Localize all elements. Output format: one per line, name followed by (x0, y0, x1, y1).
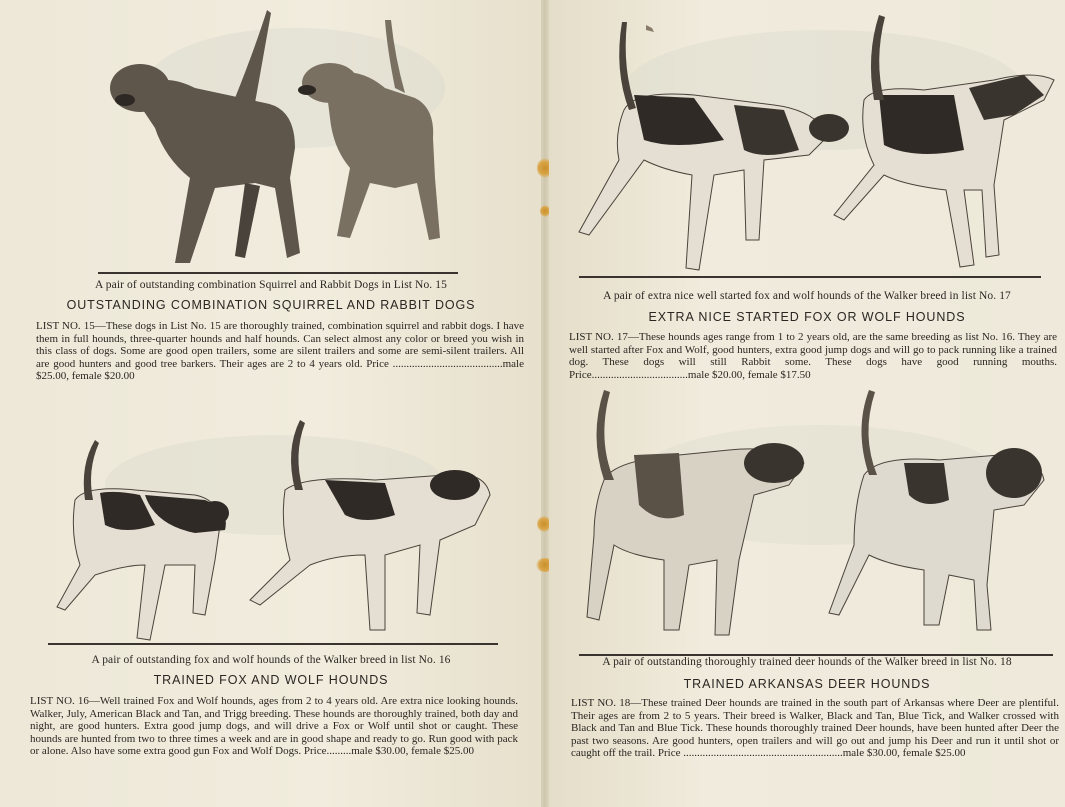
photo-divider (98, 272, 458, 274)
photo-divider (48, 643, 498, 645)
caption-list-15: A pair of outstanding combination Squirrel and Rabbit Dogs in List No. 15 (95, 279, 447, 291)
body-list-16: LIST NO. 16—Well trained Fox and Wolf hounds, ages from 2 to 4 years old. Are extra nice looking hounds. Walker, July, American Black and Tan, and Trigg breeding. These hounds are thoroughly trained, both day and night, are good hunters. Extra good jump dogs, and will drive a Fox or Wolf until shot or caught. These hounds are hunted from two to three times a week and are in good shape and ready to go. Run good with pack or alone. Also have some extra good gun Fox and Wolf Dogs. Price.........male $30.00, female $25.00 (30, 695, 518, 758)
heading-list-15: OUTSTANDING COMBINATION SQUIRREL AND RABBIT DOGS (66, 298, 476, 312)
body-list-15: LIST NO. 15—These dogs in List No. 15 are thoroughly trained, combination squirrel and rabbit dogs. I have them in full hounds, three-quarter hounds and half hounds. Can select almost any color or breed you wish in this class of dogs. Some are good open trailers, some are silent trailers and some are semi-silent trailers. All are good hunters and good tree barkers. Their ages are 2 to 4 years old. Price ........................................male $25.00, female $20.00 (36, 320, 524, 383)
body-list-17: LIST NO. 17—These hounds ages range from 1 to 2 years old, are the same breeding as list No. 16. They are well started after Fox and Wolf, good hunters, extra good jump dogs and will go to pack running like a trained dog. These dogs will still Rabbit some. These dogs have good running mouths. Price...................................male $20.00, female $17.50 (569, 331, 1057, 381)
photo-list-18 (579, 385, 1054, 653)
photo-list-15 (95, 8, 455, 273)
caption-list-16: A pair of outstanding fox and wolf hounds of the Walker breed in list No. 16 (91, 654, 451, 666)
heading-list-18: TRAINED ARKANSAS DEER HOUNDS (683, 677, 931, 691)
caption-list-18: A pair of outstanding thoroughly trained deer hounds of the Walker breed in list No. 18 (602, 656, 1012, 668)
caption-list-17: A pair of extra nice well started fox and wolf hounds of the Walker breed in list No. 17 (603, 290, 1011, 302)
body-list-18: LIST NO. 18—These trained Deer hounds are trained in the south part of Arkansas where Deer are plentiful. Their ages are from 2 to 5 years. Their breed is Walker, Black and Tan, Blue Tick, and Walker crossed with Black and Tan and Blue Tick. These hounds thoroughly trained Deer hounds, have been hunted after Deer the past two seasons. Are good hunters, open trailers and will go out and jump his Deer and run it until shot or caught off the trail. Price ..........................................................male $30.00, female $25.00 (571, 697, 1059, 760)
photo-divider (579, 276, 1041, 278)
right-page (549, 0, 1065, 807)
photo-list-17 (574, 10, 1064, 278)
heading-list-17: EXTRA NICE STARTED FOX OR WOLF HOUNDS (648, 310, 966, 324)
heading-list-16: TRAINED FOX AND WOLF HOUNDS (153, 673, 389, 687)
photo-list-16 (45, 415, 500, 645)
book-gutter (541, 0, 549, 807)
